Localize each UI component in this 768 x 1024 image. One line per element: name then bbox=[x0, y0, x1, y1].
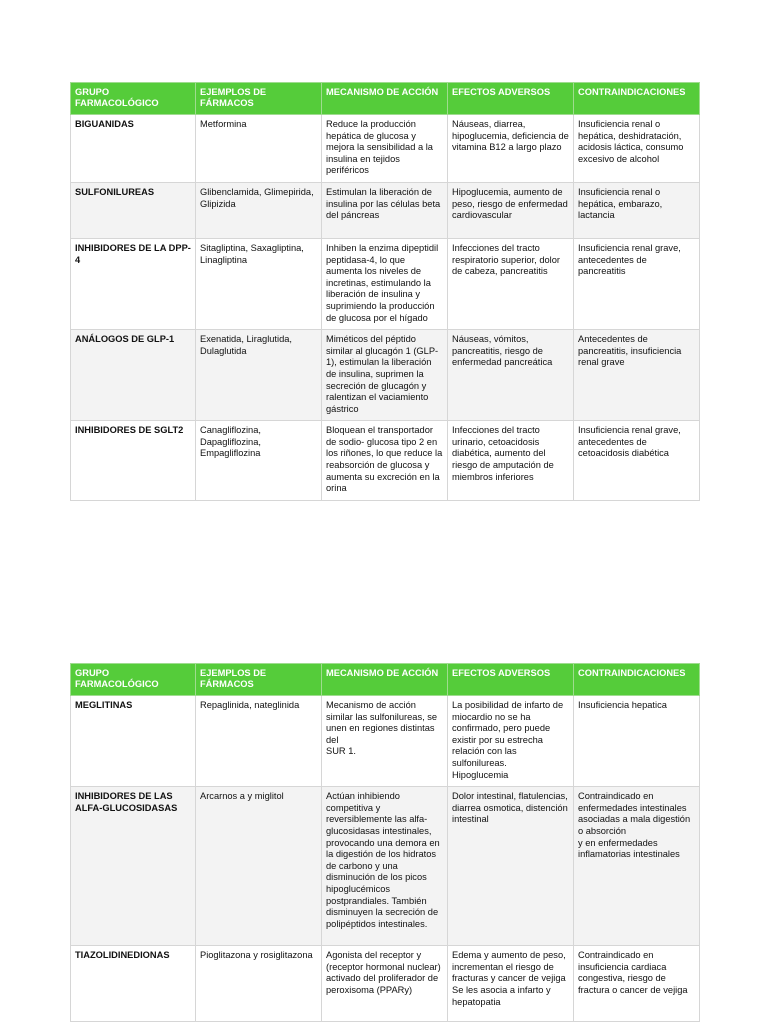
header-grupo: GRUPO FARMACOLÓGICO bbox=[71, 664, 196, 696]
cell-grupo: INHIBIDORES DE SGLT2 bbox=[71, 421, 196, 501]
cell-contraindicaciones: Insuficiencia renal o hepática, embarazo, lactancia bbox=[574, 182, 700, 238]
cell-contraindicaciones: Contraindicado en insuficiencia cardiaca congestiva, riesgo de fractura o cancer de vejiga bbox=[574, 946, 700, 1022]
cell-grupo: BIGUANIDAS bbox=[71, 115, 196, 183]
cell-contraindicaciones: Insuficiencia hepatica bbox=[574, 696, 700, 787]
cell-efectos: Náuseas, vómitos, pancreatitis, riesgo de enfermedad pancreática bbox=[448, 330, 574, 421]
cell-grupo: INHIBIDORES DE LA DPP-4 bbox=[71, 238, 196, 329]
cell-mecanismo: Bloquean el transportador de sodio- glucosa tipo 2 en los riñones, lo que reduce la reabsorción de glucosa y aumenta su excreción en la orina bbox=[322, 421, 448, 501]
table-row bbox=[71, 330, 700, 421]
drug-table-2 bbox=[70, 663, 700, 1022]
header-ejemplos: EJEMPLOS DE FÁRMACOS bbox=[196, 664, 322, 696]
table-row bbox=[71, 946, 700, 1022]
header-grupo: GRUPO FARMACOLÓGICO bbox=[71, 83, 196, 115]
cell-ejemplos: Glibenclamida, Glimepirida, Glipizida bbox=[196, 182, 322, 238]
cell-contraindicaciones: Insuficiencia renal o hepática, deshidratación, acidosis láctica, consumo excesivo de alcohol bbox=[574, 115, 700, 183]
cell-ejemplos: Metformina bbox=[196, 115, 322, 183]
header-efectos: EFECTOS ADVERSOS bbox=[448, 83, 574, 115]
cell-efectos: Dolor intestinal, flatulencias, diarrea osmotica, distención intestinal bbox=[448, 787, 574, 946]
header-ejemplos: EJEMPLOS DE FÁRMACOS bbox=[196, 83, 322, 115]
cell-ejemplos: Exenatida, Liraglutida, Dulaglutida bbox=[196, 330, 322, 421]
cell-ejemplos: Arcarnos a y miglitol bbox=[196, 787, 322, 946]
header-efectos: EFECTOS ADVERSOS bbox=[448, 664, 574, 696]
table-header-row bbox=[71, 83, 700, 115]
cell-mecanismo: Estimulan la liberación de insulina por las células beta del páncreas bbox=[322, 182, 448, 238]
cell-contraindicaciones: Contraindicado en enfermedades intestinales asociadas a mala digestión o absorción y en enfermedades inflamatorias intestinales bbox=[574, 787, 700, 946]
cell-ejemplos: Pioglitazona y rosiglitazona bbox=[196, 946, 322, 1022]
cell-efectos: Edema y aumento de peso, incrementan el riesgo de fracturas y cancer de vejiga Se les asocia a infarto y hepatopatia bbox=[448, 946, 574, 1022]
table-header-row bbox=[71, 664, 700, 696]
cell-grupo: INHIBIDORES DE LAS ALFA-GLUCOSIDASAS bbox=[71, 787, 196, 946]
cell-ejemplos: Repaglinida, nateglinida bbox=[196, 696, 322, 787]
cell-grupo: MEGLITINAS bbox=[71, 696, 196, 787]
header-mecanismo: MECANISMO DE ACCIÓN bbox=[322, 664, 448, 696]
cell-contraindicaciones: Insuficiencia renal grave, antecedentes de cetoacidosis diabética bbox=[574, 421, 700, 501]
table-row bbox=[71, 238, 700, 329]
table-row bbox=[71, 696, 700, 787]
header-contraindicaciones: CONTRAINDICACIONES bbox=[574, 664, 700, 696]
table-row bbox=[71, 787, 700, 946]
cell-efectos: La posibilidad de infarto de miocardio no se ha confirmado, pero puede existir por su estrecha relación con las sulfonilureas. Hipoglucemia bbox=[448, 696, 574, 787]
cell-mecanismo: Inhiben la enzima dipeptidil peptidasa-4, lo que aumenta los niveles de incretinas, estimulando la liberación de insulina y suprimiendo la producción de glucosa por el hígado bbox=[322, 238, 448, 329]
cell-mecanismo: Mecanismo de acción similar las sulfonilureas, se unen en regiones distintas del SUR 1. bbox=[322, 696, 448, 787]
cell-grupo: SULFONILUREAS bbox=[71, 182, 196, 238]
cell-efectos: Infecciones del tracto urinario, cetoacidosis diabética, aumento del riesgo de amputación de miembros inferiores bbox=[448, 421, 574, 501]
header-mecanismo: MECANISMO DE ACCIÓN bbox=[322, 83, 448, 115]
cell-contraindicaciones: Insuficiencia renal grave, antecedentes de pancreatitis bbox=[574, 238, 700, 329]
cell-efectos: Infecciones del tracto respiratorio superior, dolor de cabeza, pancreatitis bbox=[448, 238, 574, 329]
cell-mecanismo: Reduce la producción hepática de glucosa y mejora la sensibilidad a la insulina en tejidos periféricos bbox=[322, 115, 448, 183]
drug-table-1 bbox=[70, 82, 700, 501]
cell-ejemplos: Sitagliptina, Saxagliptina, Linagliptina bbox=[196, 238, 322, 329]
cell-grupo: TIAZOLIDINEDIONAS bbox=[71, 946, 196, 1022]
cell-grupo: ANÁLOGOS DE GLP-1 bbox=[71, 330, 196, 421]
cell-efectos: Náuseas, diarrea, hipoglucemia, deficiencia de vitamina B12 a largo plazo bbox=[448, 115, 574, 183]
header-contraindicaciones: CONTRAINDICACIONES bbox=[574, 83, 700, 115]
cell-efectos: Hipoglucemia, aumento de peso, riesgo de enfermedad cardiovascular bbox=[448, 182, 574, 238]
cell-mecanismo: Agonista del receptor y (receptor hormonal nuclear) activado del proliferador de peroxisoma (PPARy) bbox=[322, 946, 448, 1022]
cell-mecanismo: Miméticos del péptido similar al glucagón 1 (GLP-1), estimulan la liberación de insulina, suprimen la secreción de glucagón y ralentizan el vaciamiento gástrico bbox=[322, 330, 448, 421]
table-row bbox=[71, 182, 700, 238]
table-row bbox=[71, 421, 700, 501]
cell-contraindicaciones: Antecedentes de pancreatitis, insuficiencia renal grave bbox=[574, 330, 700, 421]
cell-mecanismo: Actúan inhibiendo competitiva y reversiblemente las alfa-glucosidasas intestinales, provocando una demora en la digestión de los hidratos de carbono y una disminución de los picos hipoglucémicos postprandiales. También disminuyen la secreción de polipéptidos intestinales. bbox=[322, 787, 448, 946]
table-row bbox=[71, 115, 700, 183]
cell-ejemplos: Canagliflozina, Dapagliflozina, Empagliflozina bbox=[196, 421, 322, 501]
